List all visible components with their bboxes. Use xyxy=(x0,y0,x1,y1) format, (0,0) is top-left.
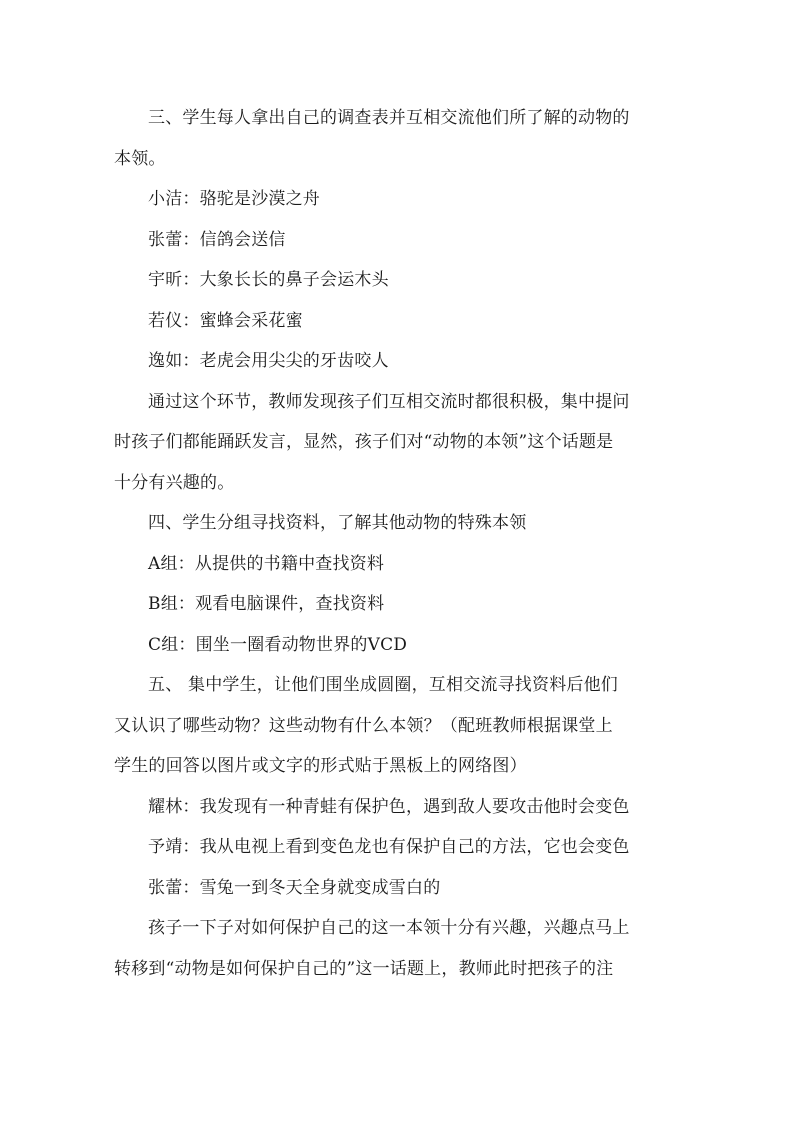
paragraph-line: 学生的回答以图片或文字的形式贴于黑板上的网络图） xyxy=(114,756,527,776)
section-heading-5: 五、 集中学生，让他们围坐成圆圈，互相交流寻找资料后他们 xyxy=(148,675,619,695)
section-heading-4: 四、学生分组寻找资料，了解其他动物的特殊本领 xyxy=(148,513,527,533)
paragraph-line: 十分有兴趣的。 xyxy=(114,472,235,493)
student-answer: 张蕾：雪兔一到冬天全身就变成雪白的 xyxy=(148,877,441,898)
group-item: B组：观看电脑课件，查找资料 xyxy=(148,594,385,614)
paragraph-line: 孩子一下子对如何保护自己的这一本领十分有兴趣，兴趣点马上 xyxy=(148,918,630,938)
paragraph-line: 本领。 xyxy=(114,148,166,169)
student-answer: 耀林：我发现有一种青蛙有保护色，遇到敌人要攻击他时会变色 xyxy=(148,796,630,817)
group-item: A组：从提供的书籍中查找资料 xyxy=(148,553,385,574)
paragraph-line: 又认识了哪些动物？这些动物有什么本领？（配班教师根据课堂上 xyxy=(114,715,613,736)
paragraph-line: 通过这个环节，教师发现孩子们互相交流时都很积极，集中提问 xyxy=(148,391,630,412)
student-answer: 宇昕：大象长长的鼻子会运木头 xyxy=(148,270,389,290)
paragraph-line: 时孩子们都能踊跃发言，显然，孩子们对“动物的本领”这个话题是 xyxy=(114,432,614,452)
section-heading-3: 三、学生每人拿出自己的调查表并互相交流他们所了解的动物的 xyxy=(148,108,630,128)
student-answer: 予靖：我从电视上看到变色龙也有保护自己的方法，它也会变色 xyxy=(148,837,630,857)
student-answer: 若仪：蜜蜂会采花蜜 xyxy=(148,310,303,331)
student-answer: 张蕾：信鸽会送信 xyxy=(148,229,286,250)
paragraph-line: 转移到“动物是如何保护自己的”这一话题上，教师此时把孩子的注 xyxy=(114,958,614,979)
student-answer: 小洁：骆驼是沙漠之舟 xyxy=(148,189,320,209)
student-answer: 逸如：老虎会用尖尖的牙齿咬人 xyxy=(148,351,389,371)
document-body xyxy=(114,98,680,989)
group-item: C组：围坐一圈看动物世界的VCD xyxy=(148,634,408,655)
